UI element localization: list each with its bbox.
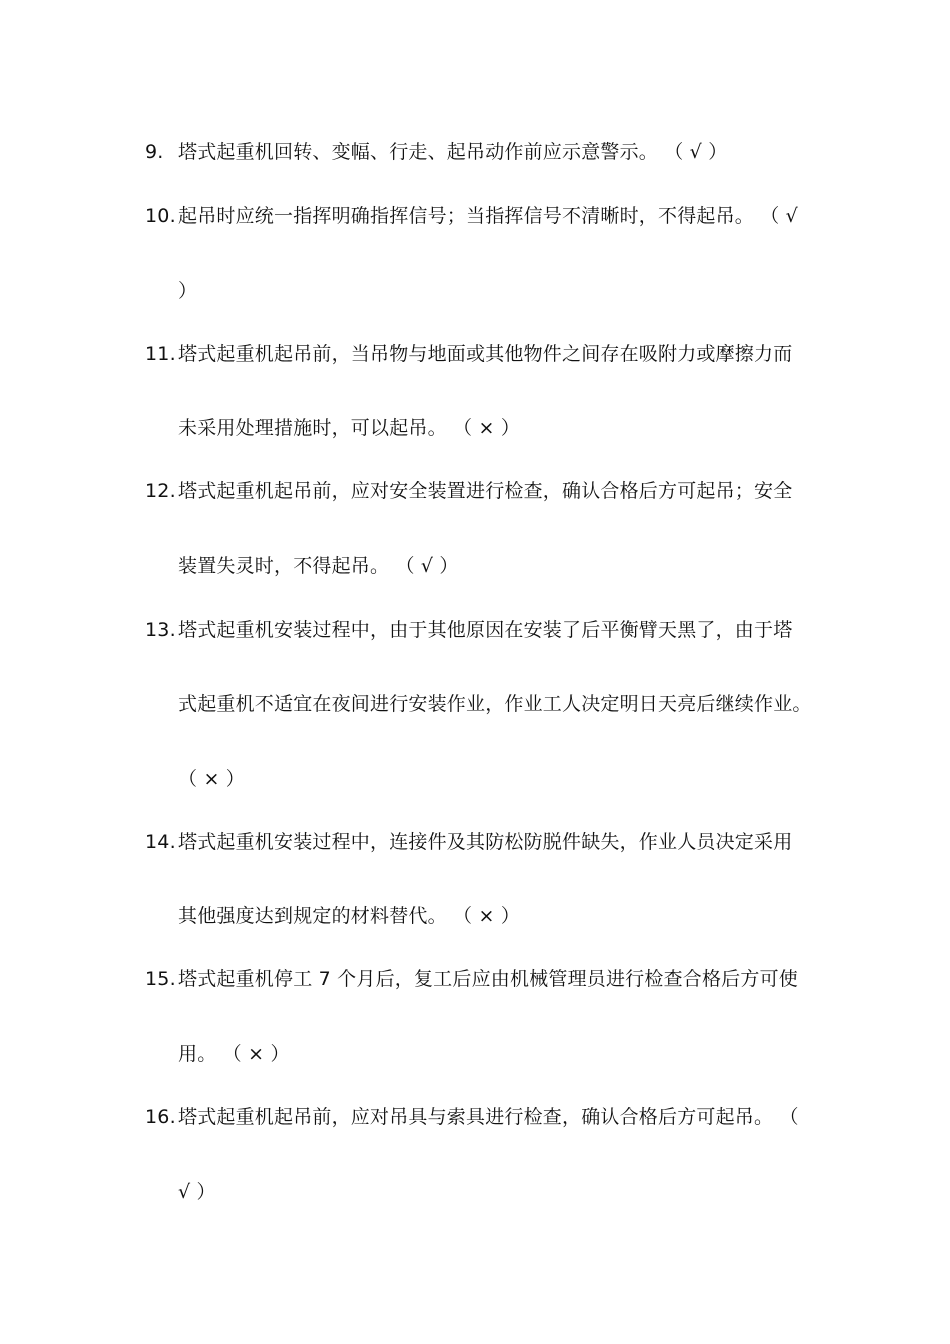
question-number: 15. (145, 968, 176, 990)
question-text-line: 塔式起重机起吊前，应对安全装置进行检查，确认合格后方可起吊；安全 (178, 480, 793, 502)
question-text-line: ） (178, 280, 198, 302)
question-number: 9. (145, 141, 164, 163)
question-text-line: 塔式起重机起吊前，应对吊具与索具进行检查，确认合格后方可起吊。 （ (178, 1106, 799, 1128)
question-number: 13. (145, 619, 176, 641)
question-text-line: 塔式起重机安装过程中，连接件及其防松防脱件缺失，作业人员决定采用 (178, 831, 793, 853)
question-text-line: 未采用处理措施时，可以起吊。 （ × ） (178, 417, 521, 439)
question-text-line: 塔式起重机停工 7 个月后，复工后应由机械管理员进行检查合格后方可使 (178, 968, 798, 990)
question-text-line: 塔式起重机安装过程中，由于其他原因在安装了后平衡臂天黑了，由于塔 (178, 619, 793, 641)
question-number: 14. (145, 831, 176, 853)
question-text-line: 塔式起重机起吊前，当吊物与地面或其他物件之间存在吸附力或摩擦力而 (178, 343, 793, 365)
question-text-line: √ ） (178, 1181, 216, 1203)
question-number: 11. (145, 343, 176, 365)
question-text-line: 其他强度达到规定的材料替代。 （ × ） (178, 905, 521, 927)
question-number: 16. (145, 1106, 176, 1128)
question-number: 12. (145, 480, 176, 502)
question-text-line: 装置失灵时，不得起吊。 （ √ ） (178, 555, 459, 577)
question-number: 10. (145, 205, 176, 227)
question-text-line: 塔式起重机回转、变幅、行走、起吊动作前应示意警示。 （ √ ） (178, 141, 728, 163)
question-text-line: （ × ） (178, 768, 245, 790)
question-text-line: 起吊时应统一指挥明确指挥信号；当指挥信号不清晰时，不得起吊。 （ √ (178, 205, 798, 227)
question-text-line: 式起重机不适宜在夜间进行安装作业，作业工人决定明日天亮后继续作业。 (178, 693, 812, 715)
question-text-line: 用。 （ × ） (178, 1043, 290, 1065)
